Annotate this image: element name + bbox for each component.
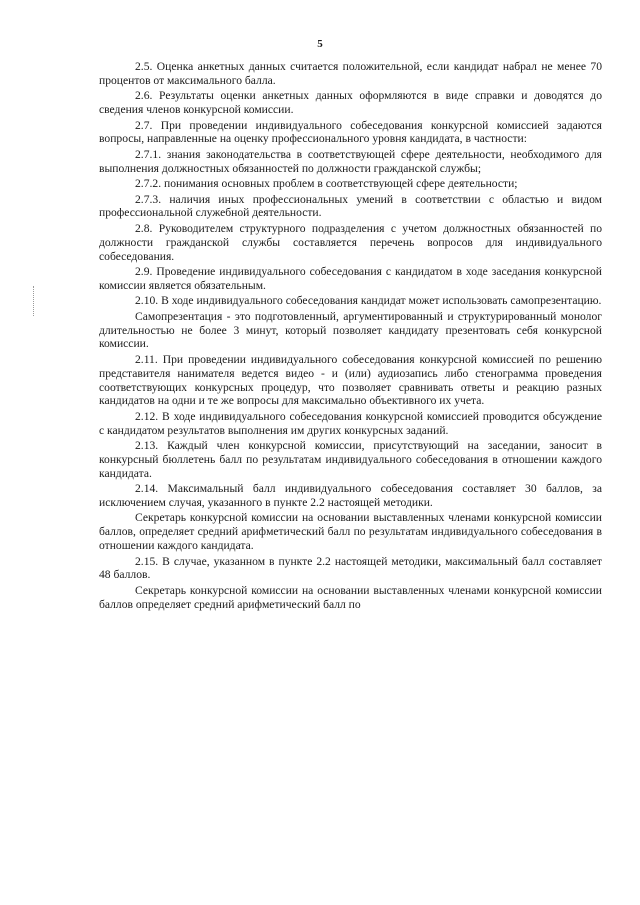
paragraph-2-15: 2.15. В случае, указанном в пункте 2.2 настоящей методики, максимальный балл составляет 48 баллов. [99, 554, 602, 582]
paragraph-2-7-3: 2.7.3. наличия иных профессиональных умений в соответствии с областью и видом профессиональной служебной деятельности. [99, 192, 602, 220]
paragraph-secretary-2-14: Секретарь конкурсной комиссии на основании выставленных членами конкурсной комиссии баллов, определяет средний арифметический балл по результатам индивидуального собеседования в отношении каждого кандидата. [99, 511, 602, 553]
paragraph-2-13: 2.13. Каждый член конкурсной комиссии, присутствующий на заседании, заносит в конкурсный бюллетень балл по результатам индивидуального собеседования в отношении каждого кандидата. [99, 439, 602, 480]
paragraph-secretary-2-15: Секретарь конкурсной комиссии на основании выставленных членами конкурсной комиссии баллов определяет средний арифметический балл по [99, 583, 602, 611]
paragraph-self-presentation: Самопрезентация - это подготовленный, аргументированный и структурированный монолог длительностью не более 3 минут, который позволяет кандидату презентовать себя конкурсной комиссии. [99, 309, 602, 351]
margin-dotted-mark [33, 286, 36, 316]
paragraph-2-10: 2.10. В ходе индивидуального собеседования кандидат может использовать самопрезентацию. [135, 294, 602, 308]
paragraph-2-14: 2.14. Максимальный балл индивидуального собеседования составляет 30 баллов, за исключением случая, указанного в пункте 2.2 настоящей методики. [99, 482, 602, 510]
paragraph-2-7: 2.7. При проведении индивидуального собеседования конкурсной комиссией задаются вопросы, направленные на оценку профессионального уровня кандидата, в частности: [99, 118, 602, 146]
paragraph-2-7-2: 2.7.2. понимания основных проблем в соответствующей сфере деятельности; [135, 177, 518, 191]
paragraph-2-9: 2.9. Проведение индивидуального собеседования с кандидатом в ходе заседания конкурсной комиссии является обязательным. [99, 264, 602, 292]
paragraph-2-12: 2.12. В ходе индивидуального собеседования конкурсной комиссией проводится обсуждение с кандидатом результатов выполнения им других конкурсных заданий. [99, 409, 602, 437]
paragraph-2-11: 2.11. При проведении индивидуального собеседования конкурсной комиссией по решению представителя нанимателя ведется видео - и (или) аудиозапись либо стенограмма проведения соответствующих конкурсных процедур, что позволяет сравнивать ответы и реакцию разных кандидатов на одни и те же вопросы для максимально объективного их учета. [99, 352, 602, 408]
page-number: 5 [317, 38, 323, 50]
paragraph-2-5: 2.5. Оценка анкетных данных считается положительной, если кандидат набрал не менее 70 процентов от максимального балла. [99, 60, 602, 87]
paragraph-2-6: 2.6. Результаты оценки анкетных данных оформляются в виде справки и доводятся до сведения членов конкурсной комиссии. [99, 89, 602, 117]
paragraph-2-8: 2.8. Руководителем структурного подразделения с учетом должностных обязанностей по должности гражданской службы составляется перечень вопросов для индивидуального собеседования. [99, 221, 602, 263]
document-body [99, 60, 602, 613]
paragraph-2-7-1: 2.7.1. знания законодательства в соответствующей сфере деятельности, необходимого для выполнения должностных обязанностей по должности гражданской службы; [99, 147, 602, 175]
